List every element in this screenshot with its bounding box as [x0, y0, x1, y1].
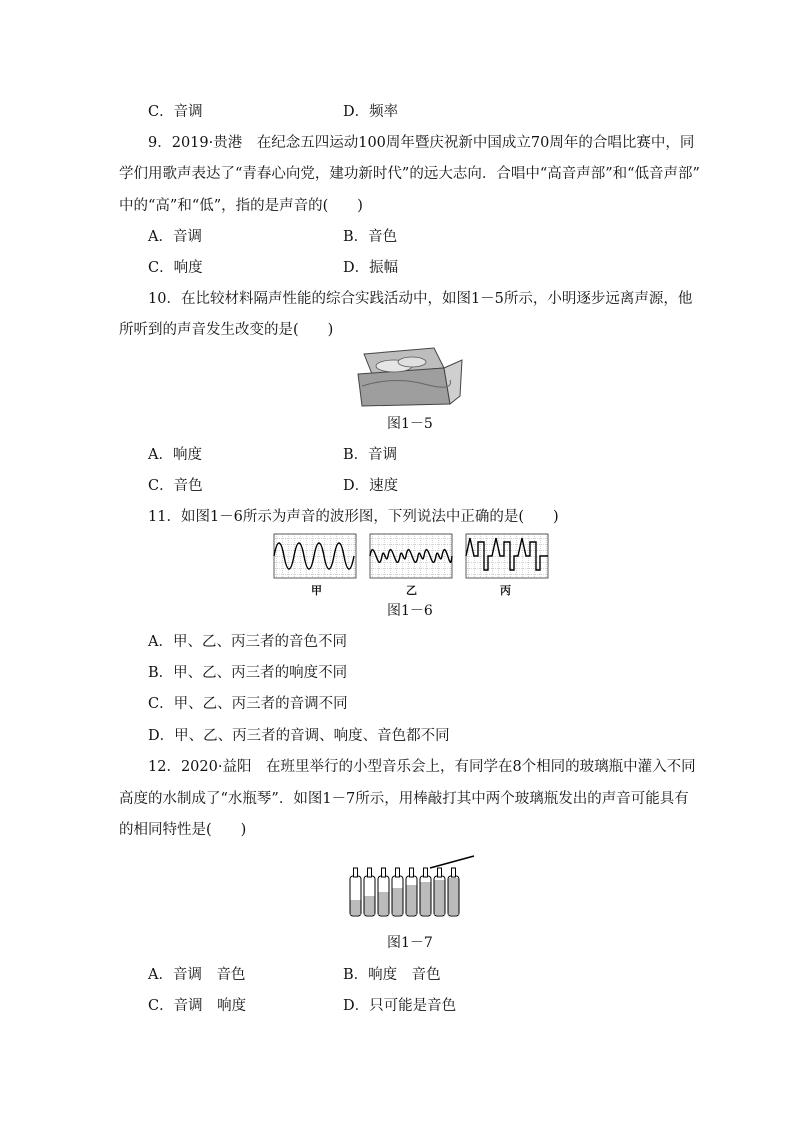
q12-option-d: D．只可能是音色: [343, 998, 457, 1014]
q8-option-d: D．频率: [343, 104, 399, 120]
bottle: [406, 868, 417, 916]
figure-1-5-box-image: [354, 346, 464, 408]
q11-option-a: A．甲、乙、丙三者的音色不同: [148, 634, 347, 650]
figure-1-6-waveforms: [270, 532, 560, 582]
q10-option-b: B．音调: [343, 447, 398, 463]
wave-label-yi: 乙: [406, 584, 417, 597]
bottle: [364, 868, 375, 916]
bottle: [420, 868, 431, 916]
q12-stem-line-2: 高度的水制成了“水瓶琴”．如图1－7所示，用棒敲打其中两个玻璃瓶发出的声音可能具有: [119, 791, 689, 807]
bottle: [392, 868, 403, 916]
figure-1-7-caption: 图1－7: [387, 935, 433, 951]
bottle: [350, 868, 361, 916]
q10-stem-line-1: 10．在比较材料隔声性能的综合实践活动中，如图1－5所示，小明逐步远离声源，他: [148, 291, 693, 307]
striking-stick: [430, 856, 474, 868]
q10-option-a: A．响度: [148, 447, 202, 463]
bottle: [434, 868, 445, 916]
q10-option-d: D．速度: [343, 478, 399, 494]
q9-stem-line-2: 学们用歌声表达了“青春心向党，建功新时代”的远大志向．合唱中“高音声部”和“低音声部”: [119, 166, 700, 182]
waveform-yi: [370, 534, 452, 578]
waveform-jia: [274, 534, 356, 578]
q12-option-b: B．响度 音色: [343, 967, 441, 983]
q11-option-d: D．甲、乙、丙三者的音调、响度、音色都不同: [148, 728, 450, 744]
q12-stem-line-3: 的相同特性是( ): [119, 822, 247, 838]
q12-stem-line-1: 12．2020·益阳 在班里举行的小型音乐会上，有同学在8个相同的玻璃瓶中灌入不同: [148, 759, 696, 775]
q9-option-b: B．音色: [343, 229, 398, 245]
q10-stem-line-2: 所听到的声音发生改变的是( ): [119, 322, 334, 338]
bottle: [378, 868, 389, 916]
bottle: [448, 868, 459, 916]
waveform-bing: [466, 534, 548, 578]
q8-option-c: C．音调: [148, 104, 203, 120]
wave-label-bing: 丙: [500, 584, 511, 597]
q9-option-d: D．振幅: [343, 260, 399, 276]
q11-option-b: B．甲、乙、丙三者的响度不同: [148, 665, 348, 681]
q12-option-c: C．音调 响度: [148, 998, 247, 1014]
q11-option-c: C．甲、乙、丙三者的音调不同: [148, 696, 348, 712]
figure-1-5-caption: 图1－5: [387, 416, 433, 432]
q11-stem-line-1: 11．如图1－6所示为声音的波形图，下列说法中正确的是( ): [148, 509, 559, 525]
q9-option-a: A．音调: [148, 229, 202, 245]
q9-option-c: C．响度: [148, 260, 203, 276]
figure-1-6-caption: 图1－6: [387, 603, 433, 619]
wave-label-jia: 甲: [311, 584, 322, 597]
q12-option-a: A．音调 音色: [148, 967, 246, 983]
figure-1-7-water-bottles: [342, 852, 478, 918]
q10-option-c: C．音色: [148, 478, 203, 494]
q9-stem-line-3: 中的“高”和“低”，指的是声音的( ): [119, 198, 363, 214]
q9-stem-line-1: 9．2019·贵港 在纪念五四运动100周年暨庆祝新中国成立70周年的合唱比赛中，同: [148, 135, 695, 151]
